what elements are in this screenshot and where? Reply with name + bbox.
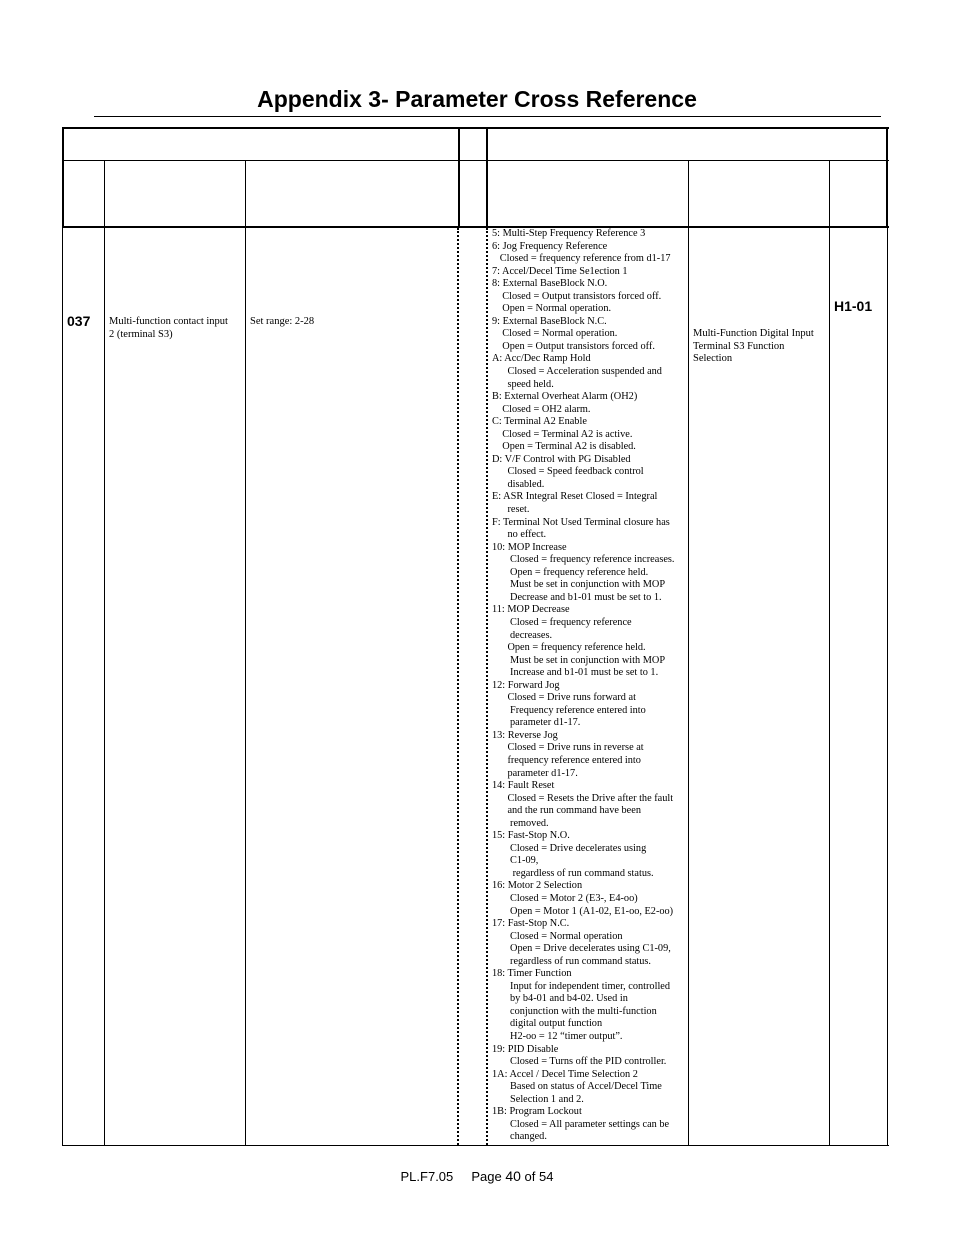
setting-line: 1B: Program Lockout — [492, 1106, 582, 1118]
setting-line: Must be set in conjunction with MOP — [492, 654, 666, 666]
setting-line: Closed = Resets the Drive after the fault — [492, 792, 674, 804]
setting-line: Open = frequency reference held. — [492, 642, 646, 654]
setting-line: Open = frequency reference held. — [492, 566, 649, 578]
of-label: of — [524, 1169, 536, 1184]
setting-line: changed. — [492, 1131, 547, 1143]
setting-line: Closed = Acceleration suspended and — [492, 366, 662, 378]
setting-line: Open = Normal operation. — [492, 303, 612, 315]
setting-line: regardless of run command status. — [492, 955, 651, 967]
table-bottom-border — [62, 1145, 889, 1146]
setting-line: B: External Overheat Alarm (OH2) — [492, 391, 638, 403]
setting-line: 12: Forward Jog — [492, 679, 560, 691]
col-divider-right-group — [486, 127, 488, 228]
setting-line: Closed = Turns off the PID controller. — [492, 1056, 667, 1068]
setting-line: Input for independent timer, controlled — [492, 980, 671, 992]
setting-line: Increase and b1-01 must be set to 1. — [492, 667, 659, 679]
setting-line: Open = Motor 1 (A1-02, E1-oo, E2-oo) — [492, 905, 674, 917]
table-header-divider — [62, 160, 889, 161]
settings-list — [492, 228, 688, 1144]
setting-line: C1-09, — [492, 855, 539, 867]
setting-line: 14: Fault Reset — [492, 780, 555, 792]
title-underline — [94, 116, 881, 117]
setting-line: speed held. — [492, 378, 554, 390]
setting-line: Closed = All parameter settings can be — [492, 1118, 670, 1130]
table-right-thick — [886, 127, 888, 228]
setting-line: 13: Reverse Jog — [492, 729, 558, 741]
setting-line: Closed = frequency reference from d1-17 — [492, 253, 671, 265]
setting-line: Closed = Terminal A2 is active. — [492, 428, 633, 440]
new-parameter-name: Multi-Function Digital Input Terminal S3 Function Selection — [693, 328, 814, 365]
col-divider-4 — [829, 160, 830, 1146]
setting-line: Must be set in conjunction with MOP — [492, 579, 666, 591]
setting-line: Closed = Normal operation — [492, 930, 623, 942]
setting-line: Closed = Motor 2 (E3-, E4-oo) — [492, 892, 638, 904]
setting-line: reset. — [492, 504, 530, 516]
setting-line: 19: PID Disable — [492, 1043, 559, 1055]
col-divider-left-group — [458, 127, 460, 228]
table-header-bottom-border — [62, 226, 889, 228]
table-left-thick — [62, 127, 64, 228]
page-footer — [0, 1168, 954, 1184]
setting-line: disabled. — [492, 478, 545, 490]
setting-line: Closed = frequency reference — [492, 616, 632, 628]
setting-line: 9: External BaseBlock N.C. — [492, 315, 607, 327]
setting-line: conjunction with the multi-function — [492, 1005, 657, 1017]
setting-line: 15: Fast-Stop N.O. — [492, 830, 570, 842]
setting-line: E: ASR Integral Reset Closed = Integral — [492, 491, 658, 503]
setting-line: 10: MOP Increase — [492, 541, 567, 553]
setting-line: frequency reference entered into — [492, 754, 641, 766]
setting-line: C: Terminal A2 Enable — [492, 416, 587, 428]
setting-line: Closed = Output transistors forced off. — [492, 290, 662, 302]
col-divider-2 — [245, 160, 246, 1146]
setting-line: Closed = Drive runs in reverse at — [492, 742, 644, 754]
setting-line: Selection 1 and 2. — [492, 1093, 584, 1105]
setting-line: no effect. — [492, 529, 547, 541]
document-code: PL.F7.05 — [400, 1169, 454, 1184]
setting-line: 7: Accel/Decel Time Se1ection 1 — [492, 265, 628, 277]
page-title: Appendix 3- Parameter Cross Reference — [257, 86, 697, 112]
setting-line: 17: Fast-Stop N.C. — [492, 918, 570, 930]
setting-line: removed. — [492, 817, 549, 829]
setting-line: Open = Terminal A2 is disabled. — [492, 441, 636, 453]
setting-line: A: Acc/Dec Ramp Hold — [492, 353, 591, 365]
setting-line: Based on status of Accel/Decel Time — [492, 1081, 662, 1093]
setting-line: Closed = Speed feedback control — [492, 466, 644, 478]
new-parameter-code: H1-01 — [834, 298, 873, 314]
setting-line: Closed = OH2 alarm. — [492, 403, 591, 415]
setting-line: Closed = Drive decelerates using — [492, 842, 647, 854]
parameter-range: Set range: 2-28 — [250, 316, 315, 327]
table-top-border — [62, 127, 889, 129]
setting-line: 16: Motor 2 Selection — [492, 880, 583, 892]
setting-line: 1A: Accel / Decel Time Selection 2 — [492, 1068, 638, 1080]
setting-line: digital output function — [492, 1018, 603, 1030]
setting-line: 5: Multi-Step Frequency Reference 3 — [492, 228, 646, 239]
page-label: Page — [471, 1169, 502, 1184]
setting-line: regardless of run command status. — [492, 867, 654, 879]
parameter-name: Multi-function contact input 2 (terminal S3) — [109, 316, 228, 340]
setting-line: Closed = Drive runs forward at — [492, 692, 636, 704]
setting-line: 11: MOP Decrease — [492, 604, 570, 616]
setting-line: Open = Output transistors forced off. — [492, 340, 655, 352]
parameter-number: 037 — [67, 313, 91, 329]
setting-line: decreases. — [492, 629, 553, 641]
setting-line: F: Terminal Not Used Terminal closure has — [492, 516, 670, 528]
setting-line: Decrease and b1-01 must be set to 1. — [492, 591, 662, 603]
col-divider-3 — [688, 160, 689, 1146]
setting-line: Open = Drive decelerates using C1-09, — [492, 943, 671, 955]
setting-line: 8: External BaseBlock N.O. — [492, 278, 608, 290]
setting-line: parameter d1-17. — [492, 717, 581, 729]
col-dotted-left — [457, 228, 459, 1145]
setting-line: H2-oo = 12 “timer output”. — [492, 1031, 623, 1042]
setting-line: and the run command have been — [492, 805, 641, 817]
setting-line: D: V/F Control with PG Disabled — [492, 453, 631, 465]
page-number: 40 — [505, 1168, 521, 1184]
total-pages: 54 — [539, 1169, 554, 1184]
setting-line: Closed = frequency reference increases. — [492, 554, 675, 566]
table-right-border — [887, 127, 888, 1146]
col-dotted-right — [486, 228, 488, 1145]
setting-line: by b4-01 and b4-02. Used in — [492, 993, 628, 1005]
setting-line: parameter d1-17. — [492, 767, 578, 779]
col-divider-1 — [104, 160, 105, 1146]
setting-line: 18: Timer Function — [492, 968, 572, 980]
setting-line: 6: Jog Frequency Reference — [492, 240, 608, 252]
table-left-border — [62, 127, 63, 1146]
setting-line: Frequency reference entered into — [492, 704, 646, 716]
setting-line: Closed = Normal operation. — [492, 328, 618, 340]
